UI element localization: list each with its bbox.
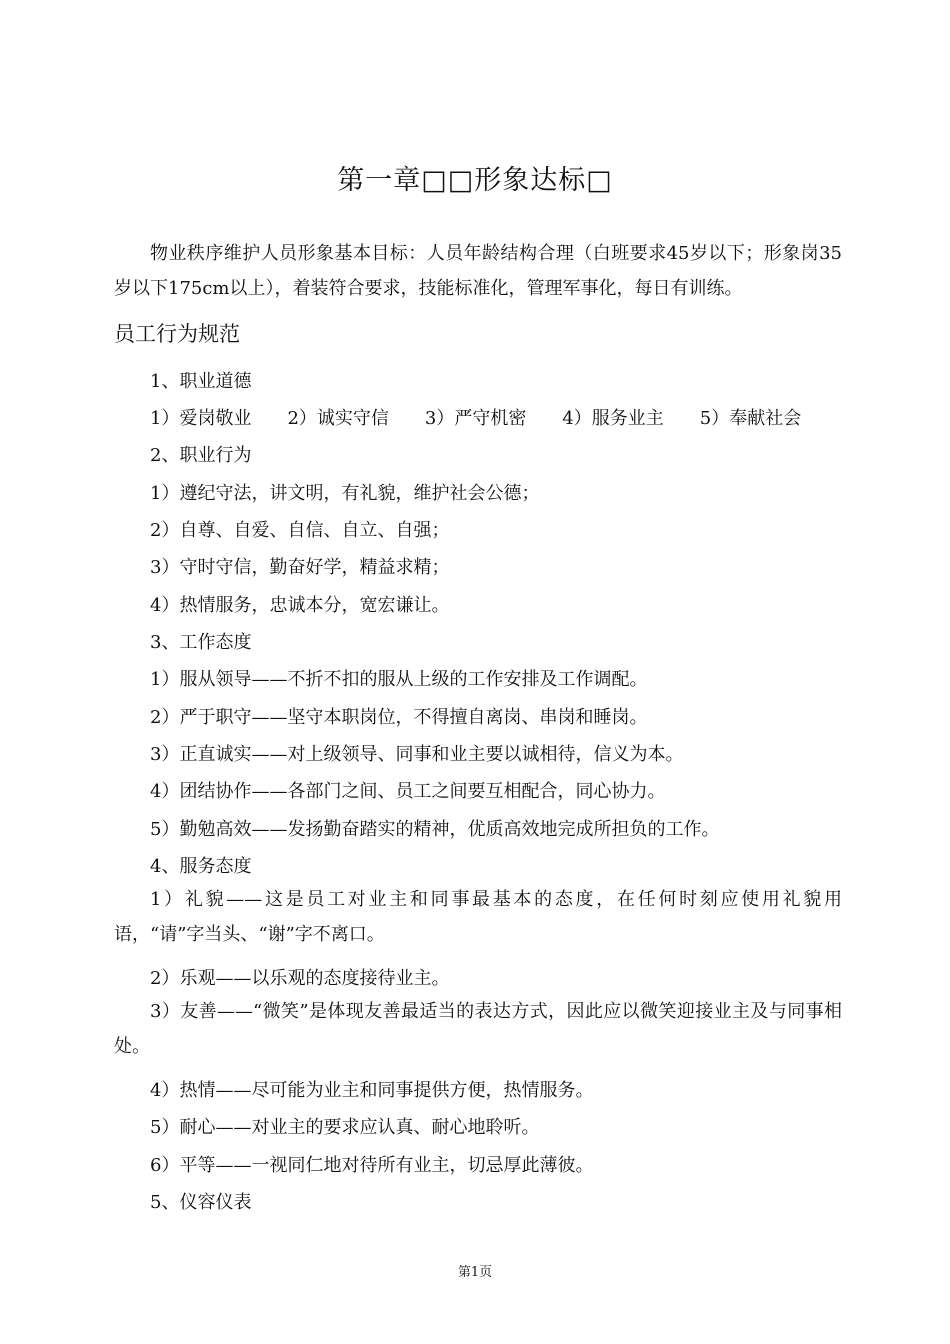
- list-item: 5）勤勉高效——发扬勤奋踏实的精神，优质高效地完成所担负的工作。: [150, 819, 720, 840]
- list-item: 5、仪容仪表: [150, 1192, 252, 1213]
- list-item: 1）爱岗敬业 2）诚实守信 3）严守机密 4）服务业主 5）奉献社会: [150, 408, 802, 429]
- chapter-title: 第一章□□形象达标□: [337, 165, 613, 196]
- list-item: 4）团结协作——各部门之间、员工之间要互相配合，同心协力。: [150, 781, 666, 802]
- friendly-paragraph: 3）友善——“微笑”是体现友善最适当的表达方式，因此应以微笑迎接业主及与同事相处。: [114, 1001, 842, 1057]
- list-item: 3、工作态度: [150, 632, 252, 653]
- list-item: 1）遵纪守法，讲文明，有礼貌，维护社会公德；: [150, 483, 540, 504]
- list-item: 4）热情服务，忠诚本分，宽宏谦让。: [150, 595, 450, 616]
- list-item: 5）耐心——对业主的要求应认真、耐心地聆听。: [150, 1117, 540, 1138]
- list-item: 2）自尊、自爱、自信、自立、自强；: [150, 520, 450, 541]
- courtesy-paragraph: 1）礼貌——这是员工对业主和同事最基本的态度，在任何时刻应使用礼貌用语，“请”字当头、“谢”字不离口。: [114, 889, 842, 945]
- page-number: 第1页: [457, 1265, 493, 1280]
- list-item: 6）平等——一视同仁地对待所有业主，切忌厚此薄彼。: [150, 1155, 594, 1176]
- intro-paragraph: 物业秩序维护人员形象基本目标：人员年龄结构合理（白班要求45岁以下；形象岗35岁以下175cm以上），着装符合要求，技能标准化，管理军事化，每日有训练。: [114, 243, 842, 299]
- section-heading: 员工行为规范: [114, 322, 240, 346]
- list-item: 4、服务态度: [150, 856, 252, 877]
- list-item: 3）正直诚实——对上级领导、同事和业主要以诚相待，信义为本。: [150, 744, 684, 765]
- list-item: 2）乐观——以乐观的态度接待业主。: [150, 968, 450, 989]
- list-item: 2、职业行为: [150, 445, 252, 466]
- list-item: 1）服从领导——不折不扣的服从上级的工作安排及工作调配。: [150, 669, 648, 690]
- list-item: 2）严于职守——坚守本职岗位，不得擅自离岗、串岗和睡岗。: [150, 707, 648, 728]
- list-item: 4）热情——尽可能为业主和同事提供方便，热情服务。: [150, 1080, 594, 1101]
- list-item: 3）守时守信，勤奋好学，精益求精；: [150, 557, 450, 578]
- list-item: 1、职业道德: [150, 371, 252, 392]
